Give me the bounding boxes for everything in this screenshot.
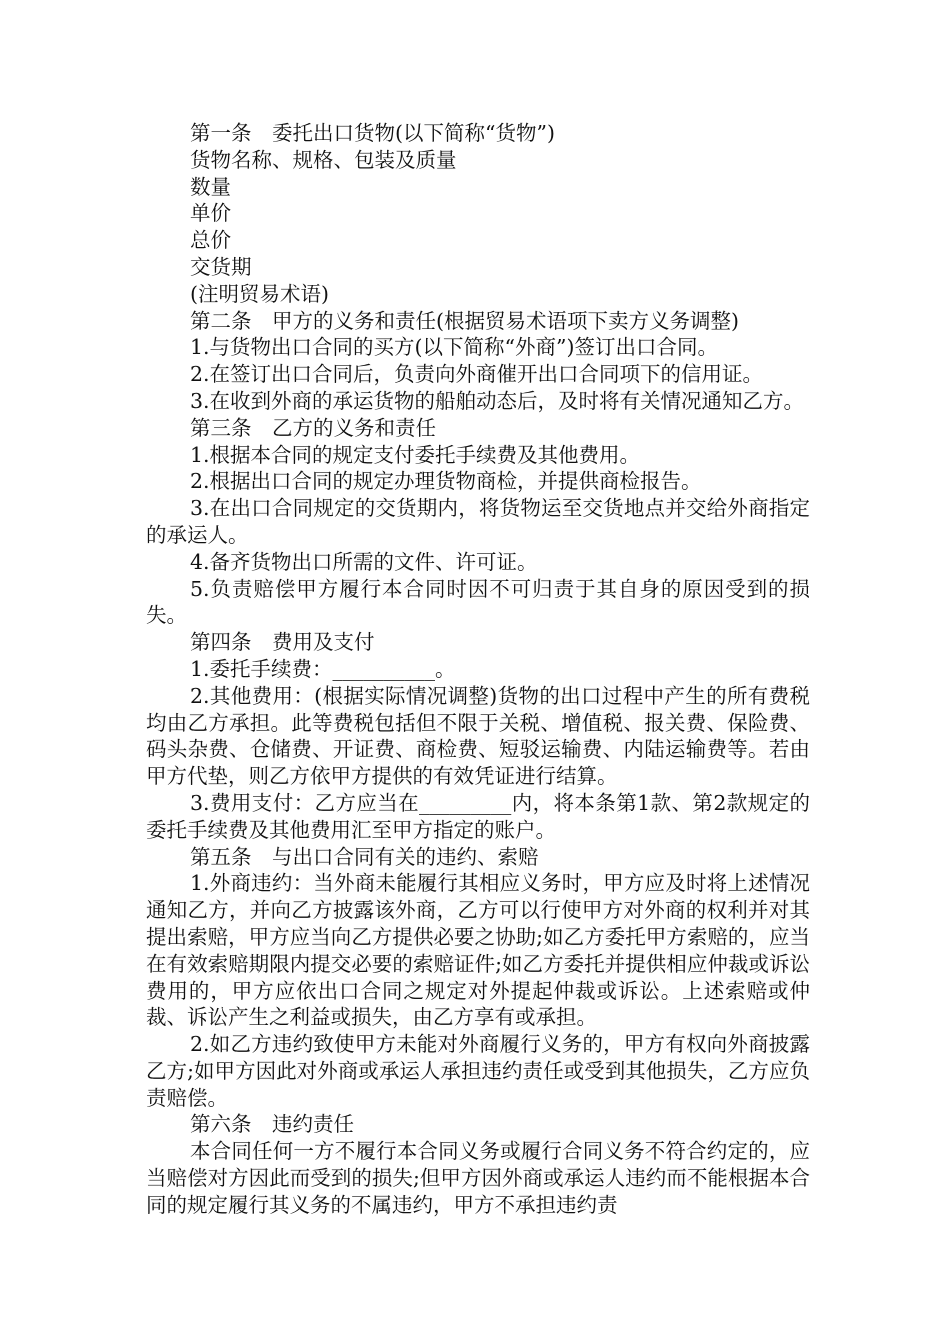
article-3-item-4: 4.备齐货物出口所需的文件、许可证。 <box>190 549 538 574</box>
quantity-label: 数量 <box>190 174 231 199</box>
trade-term-note: (注明贸易术语) <box>190 281 329 306</box>
article-5-item-1: 1.外商违约：当外商未能履行其相应义务时，甲方应及时将上述情况通知乙方，并向乙方披露该外商，乙方可以行使甲方对外商的权利并对其提出索赔，甲方应当向乙方提供必要之协助;如乙方委托甲方索赔的，应当在有效索赔期限内提交必要的索赔证件;如乙方委托并提供相应仲裁或诉讼费用的，甲方应依出口合同之规定对外提起仲裁或诉讼。上述索赔或仲裁、诉讼产生之利益或损失，由乙方享有或承担。 <box>146 871 810 1030</box>
article-6-title: 第六条 违约责任 <box>190 1112 354 1137</box>
article-2-item-1: 1.与货物出口合同的买方(以下简称“外商”)签订出口合同。 <box>190 335 719 360</box>
contract-page <box>146 120 810 1219</box>
article-1-title: 第一条 委托出口货物(以下简称“货物”) <box>190 121 555 145</box>
article-2-title: 第二条 甲方的义务和责任(根据贸易术语项下卖方义务调整) <box>190 308 739 333</box>
article-4-title: 第四条 费用及支付 <box>190 630 375 655</box>
article-4-item-2: 2.其他费用：(根据实际情况调整)货物的出口过程中产生的所有费税均由乙方承担。此等费税包括但不限于关税、增值税、报关费、保险费、码头杂费、仓储费、开证费、商检费、短驳运输费、内陆运输费等。若由甲方代垫，则乙方依甲方提供的有效凭证进行结算。 <box>146 683 810 789</box>
article-3-item-2: 2.根据出口合同的规定办理货物商检，并提供商检报告。 <box>190 469 702 494</box>
article-6-body: 本合同任何一方不履行本合同义务或履行合同义务不符合约定的，应当赔偿对方因此而受到的损失;但甲方因外商或承运人违约而不能根据本合同的规定履行其义务的不属违约，甲方不承担违约责 <box>146 1139 810 1217</box>
article-5-item-2: 2.如乙方违约致使甲方未能对外商履行义务的，甲方有权向外商披露乙方;如甲方因此对外商或承运人承担违约责任或受到其他损失，乙方应负责赔偿。 <box>146 1032 810 1110</box>
delivery-period-label: 交货期 <box>190 254 252 279</box>
unit-price-label: 单价 <box>190 201 231 226</box>
article-2-item-2: 2.在签订出口合同后，负责向外商催开出口合同项下的信用证。 <box>190 362 764 387</box>
total-price-label: 总价 <box>190 228 231 253</box>
goods-name-spec-label: 货物名称、规格、包装及质量 <box>190 147 457 172</box>
article-2-item-3: 3.在收到外商的承运货物的船舶动态后，及时将有关情况通知乙方。 <box>190 388 805 413</box>
article-3-item-1: 1.根据本合同的规定支付委托手续费及其他费用。 <box>190 442 641 467</box>
article-3-title: 第三条 乙方的义务和责任 <box>190 415 436 440</box>
article-3-item-5: 5.负责赔偿甲方履行本合同时因不可归责于其自身的原因受到的损失。 <box>146 576 810 628</box>
article-5-title: 第五条 与出口合同有关的违约、索赔 <box>190 844 539 869</box>
article-4-item-1: 1.委托手续费：__________。 <box>190 656 456 681</box>
article-3-item-3: 3.在出口合同规定的交货期内，将货物运至交货地点并交给外商指定的承运人。 <box>146 496 810 547</box>
article-4-item-3: 3.费用支付：乙方应当在_________内，将本条第1款、第2款规定的委托手续费及其他费用汇至甲方指定的账户。 <box>146 790 810 842</box>
